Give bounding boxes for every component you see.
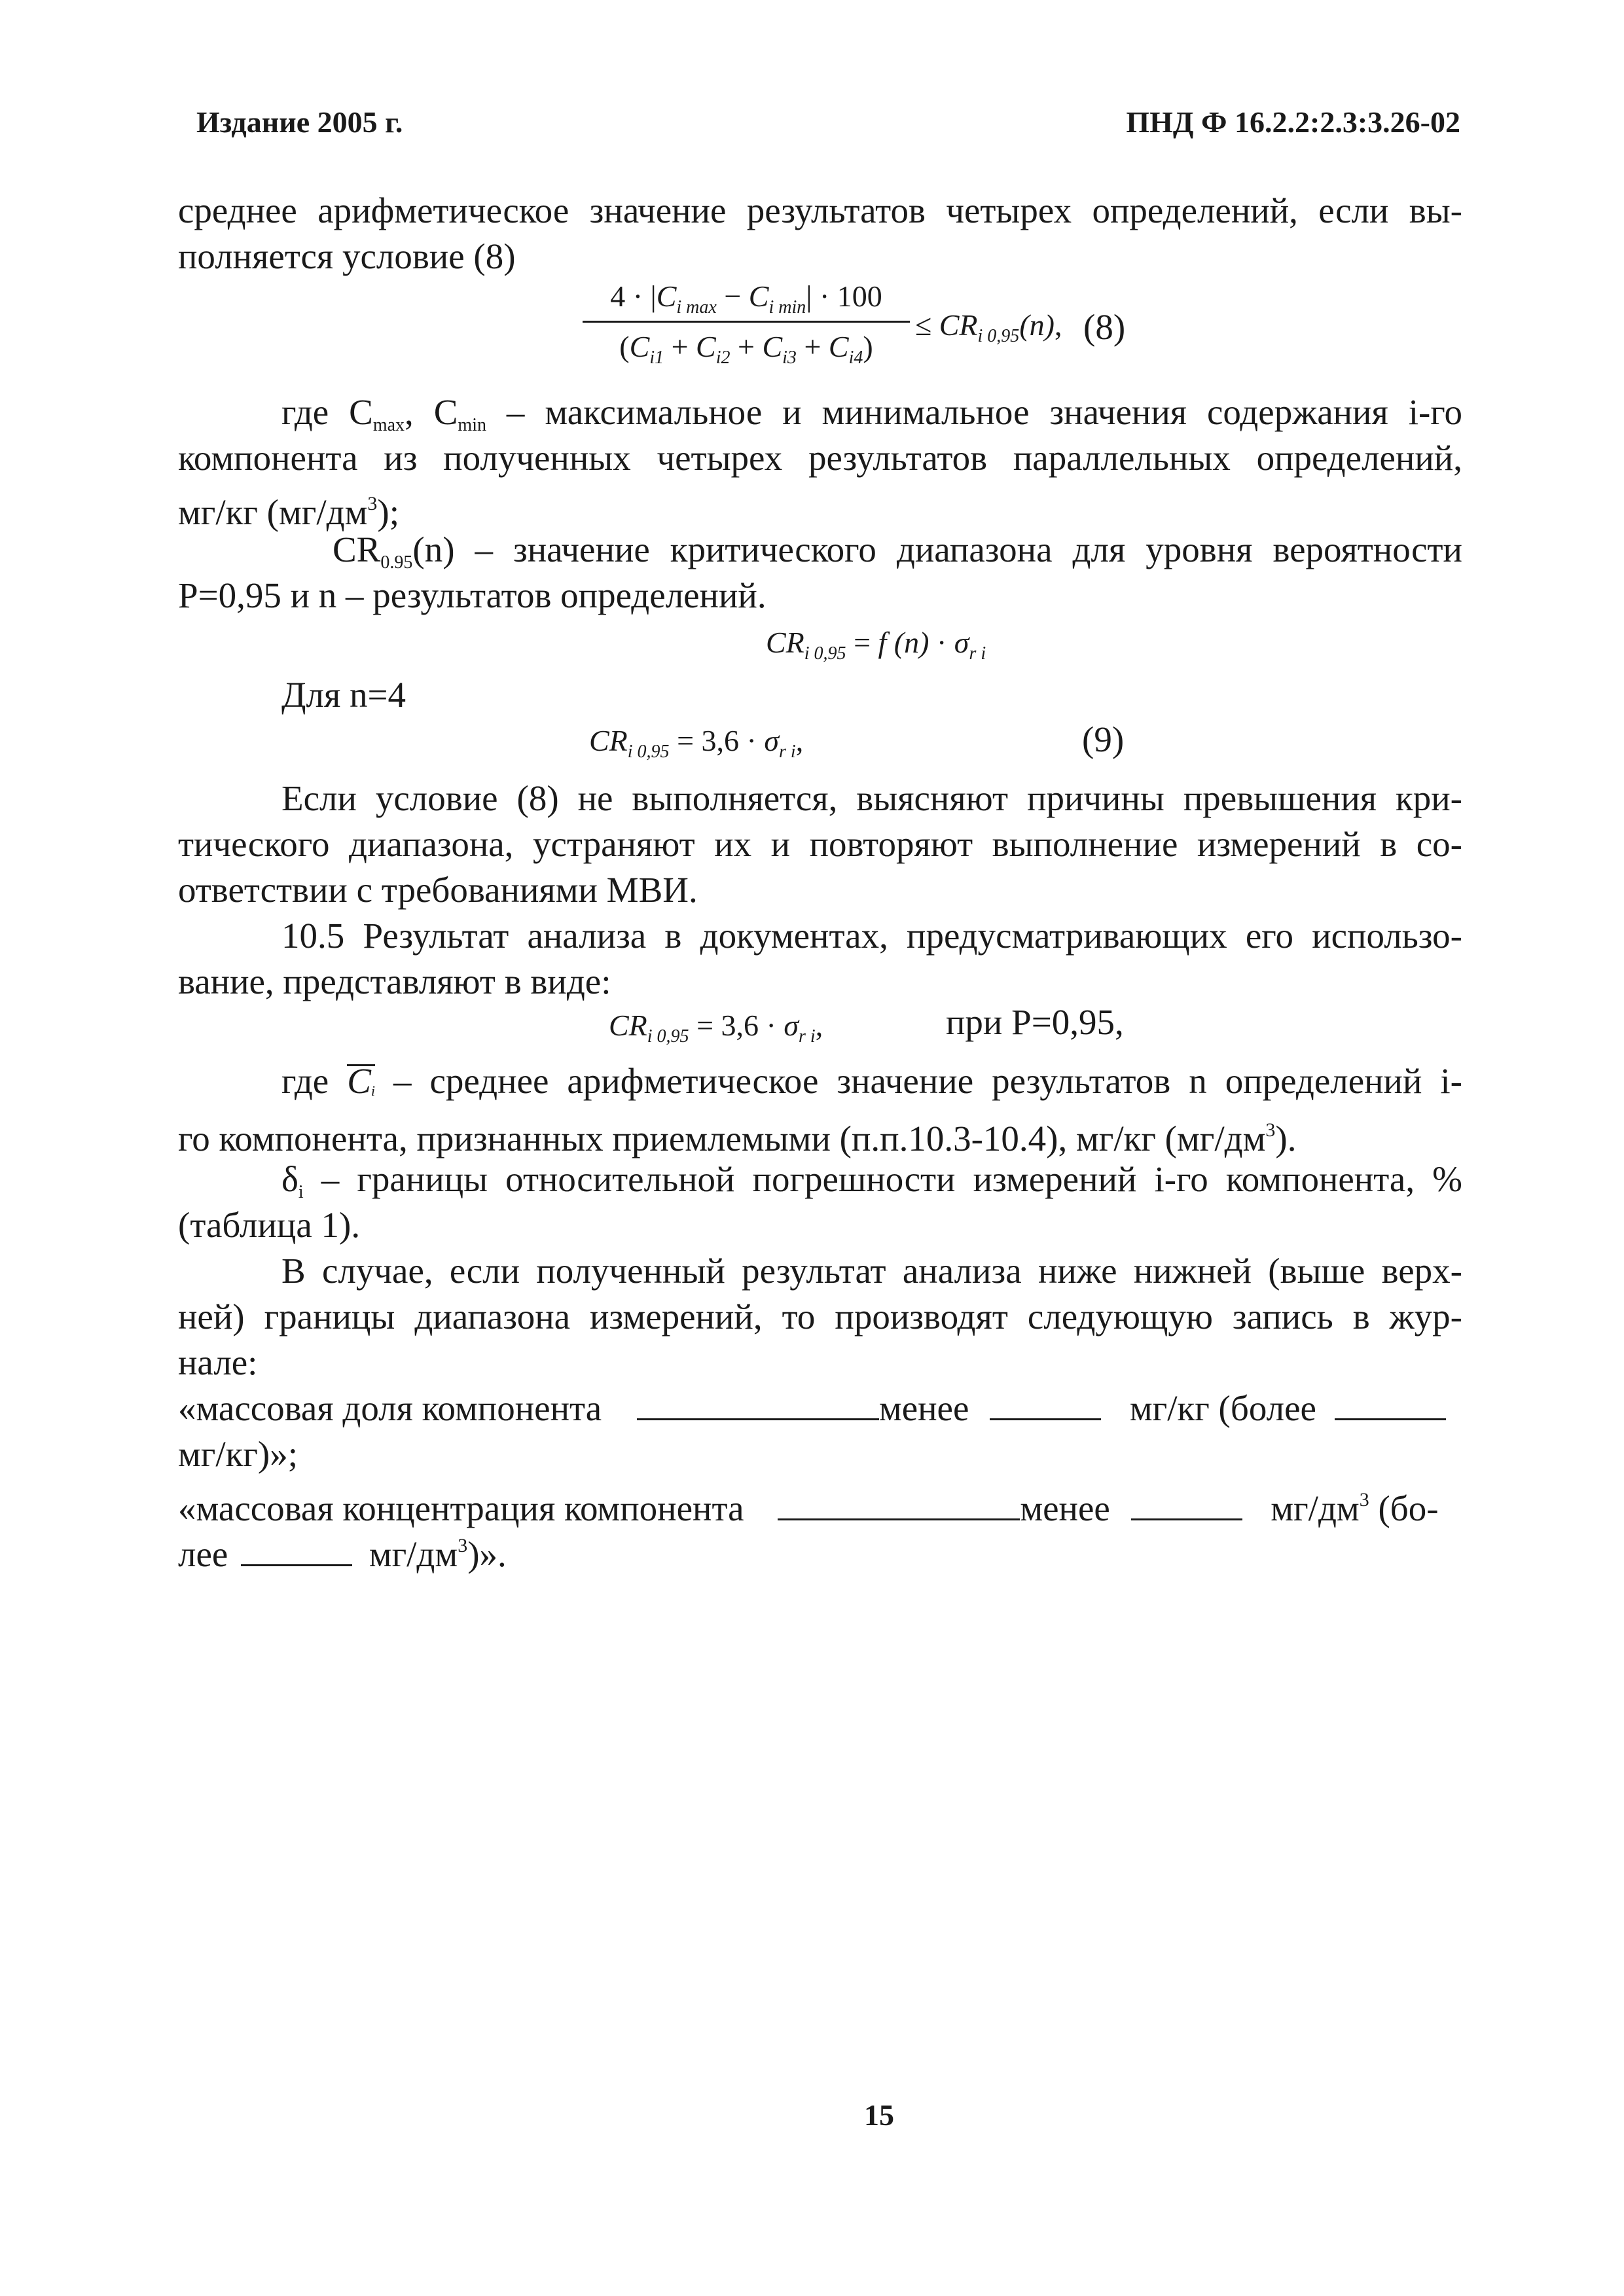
p5-line1: Если условие (8) не выполняется, выясняют причины превышения кри- [281, 778, 1462, 818]
p2-line3: мг/кг $(мг/дм^3)$; [178, 492, 400, 532]
p9-line3: нале: [178, 1342, 258, 1382]
p9-line1: В случае, если полученный результат анализа ниже нижней (выше верх- [281, 1251, 1462, 1291]
blank-lower-bound [990, 1388, 1101, 1420]
edition-label: Издание 2005 г. [196, 105, 403, 139]
p8-line1: $\delta_i$ – границы относительной погрешности измерений i-го компонента, % [281, 1159, 1462, 1202]
p6-line1: 10.5 Результат анализа в документах, предусматривающих его использо- [281, 916, 1462, 956]
formula-8-number: (8) [1083, 307, 1126, 347]
blank-upper-bound [1335, 1388, 1446, 1420]
fraction-bar [583, 321, 910, 323]
p2-line2: компонента из полученных четырех результатов параллельных определений, [178, 438, 1462, 478]
p2-line1: где $C_{max}$, $C_{min}$ – максимальное и минимальное значения содержания i-го [281, 392, 1462, 435]
p1-line1: среднее арифметическое значение результатов четырех определений, если вы- [178, 190, 1462, 230]
blank-component-2 [778, 1488, 1020, 1520]
document-code: ПНД Ф 16.2.2:2.3:3.26-02 [1126, 105, 1460, 139]
formula-8-denominator: $(C_{i1} + C_{i2} + C_{i3} + C_{i4})$ [619, 330, 873, 368]
blank-component [637, 1388, 879, 1420]
formula-result: $CR_{i 0,95} = 3,6 \cdot \sigma_{r i}$, [609, 1009, 823, 1047]
mean-c-symbol: $C_i$ [347, 1064, 375, 1106]
formula-8-numerator: $4 \cdot |C_{i max} - C_{i min}| \cdot 100$ [610, 279, 882, 317]
formula-8-rhs: ≤ $CR_{i 0,95}(n)$, [915, 308, 1062, 346]
formula-9: $CR_{i 0,95} = 3,6 \cdot \sigma_{r i}$, [589, 724, 804, 762]
blank-upper-bound-2 [241, 1534, 352, 1566]
p10-line4: лее $мг/дм^3$)». [178, 1534, 507, 1574]
blank-lower-bound-2 [1131, 1488, 1242, 1520]
p4-line1: Для n=4 [281, 675, 406, 715]
p8-line2: (таблица 1). [178, 1205, 361, 1245]
page-number: 15 [864, 2098, 894, 2132]
formula-result-condition: при P=0,95, [946, 1002, 1124, 1042]
p3-line2: P=0,95 и n – результатов определений. [178, 575, 767, 615]
p6-line2: вание, представляют в виде: [178, 961, 611, 1001]
p9-line2: ней) границы диапазона измерений, то производят следующую запись в жур- [178, 1297, 1462, 1336]
p7-line2: го компонента, признанных приемлемыми (п.п.10.3-10.4), мг/кг $(мг/дм^3)$. [178, 1119, 1297, 1158]
p5-line3: ответствии с требованиями МВИ. [178, 870, 698, 910]
p10-line2: мг/кг)»; [178, 1434, 298, 1474]
p7-line1: где $C_i$ – среднее арифметическое значение результатов n определений i- [281, 1060, 1462, 1106]
formula-9-number: (9) [1082, 719, 1125, 759]
p10-line1: «массовая доля компонента менее мг/кг (более [178, 1388, 1462, 1429]
p1-line2: полняется условие (8) [178, 236, 516, 276]
p5-line2: тического диапазона, устраняют их и повторяют выполнение измерений в со- [178, 824, 1462, 864]
p10-line3: «массовая концентрация компонента менее $мг/дм^3$ (бо- [178, 1488, 1439, 1528]
p3-line1: $CR_{0.95}(n)$ – значение критического диапазона для уровня вероятности [333, 529, 1462, 573]
formula-8-fraction [583, 275, 910, 368]
formula-general: $CR_{i 0,95} = f$ $(n) \cdot \sigma_{r i}$ [766, 626, 986, 664]
